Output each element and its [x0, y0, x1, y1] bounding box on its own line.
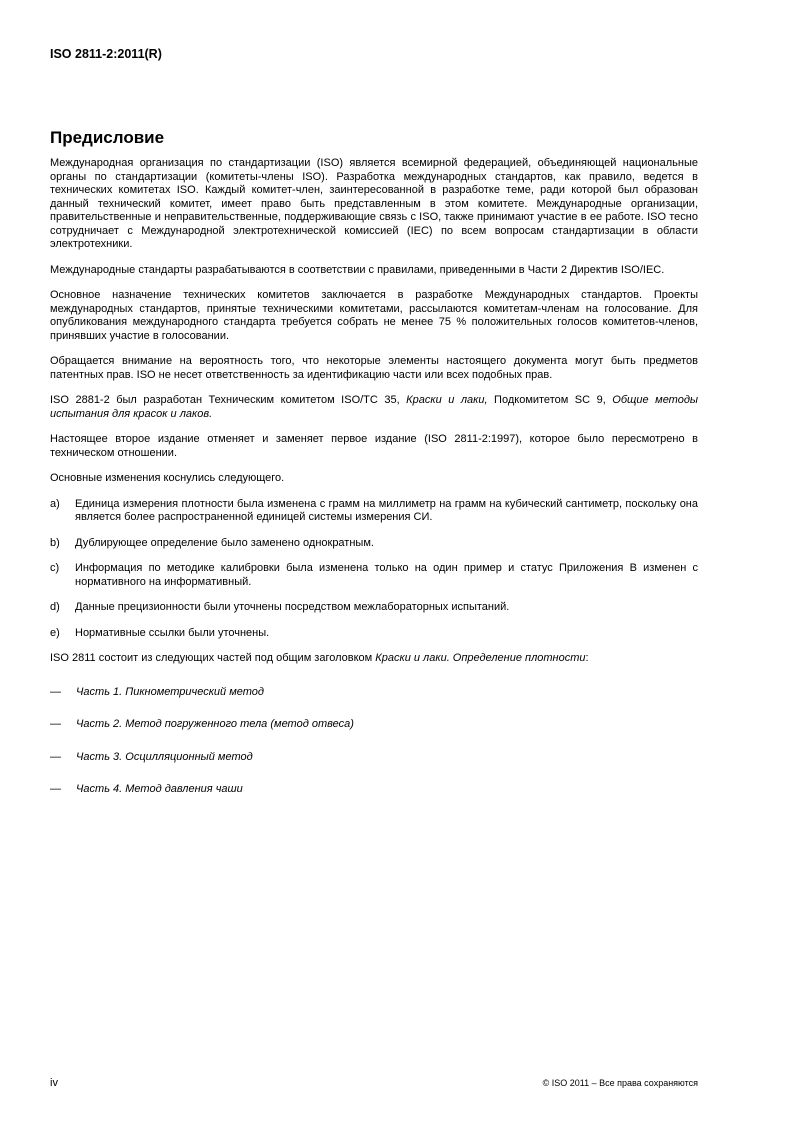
list-marker: c) — [50, 562, 60, 574]
paragraph-changes-intro: Основные изменения коснулись следующего. — [50, 472, 285, 484]
list-item-text: Часть 1. Пикнометрический метод — [76, 685, 264, 698]
list-item — [50, 601, 698, 615]
paragraph-iso-intro: Международная организация по стандартизации (ISO) является всемирной федерацией, объединяющей национальные органы по стандартизации (комитеты-члены ISO). Разработка международных стандартов, как правило, ведется в технических комитетах ISO. Каждый комитет-член, заинтересованной в разработке теме, ради которой был образован данный технический комитет, имеет право быть представленным в этом комитете. Международные организации, правительственные и неправительственные, поддерживающие связь с ISO, также принимают участие в ее работе. ISO тесно сотрудничает с Международной электротехнической комиссией (IEC) по всем вопросам стандартизации в области электротехники. — [50, 157, 698, 250]
changes-list — [50, 498, 698, 641]
parts-list — [50, 686, 698, 797]
paragraph-technical-committee — [50, 394, 698, 421]
paragraph-parts-intro — [50, 652, 698, 666]
tc-text-1: ISO 2881-2 был разработан Техническим комитетом ISO/TC 35, — [50, 394, 407, 406]
copyright-notice: © ISO 2011 – Все права сохраняются — [542, 1078, 698, 1088]
list-item — [50, 537, 698, 551]
list-marker: b) — [50, 536, 60, 549]
dash-marker: — — [50, 750, 61, 763]
page-number: iv — [50, 1077, 58, 1089]
list-item — [50, 562, 698, 589]
list-item — [50, 686, 698, 700]
list-item-text: Информация по методике калибровки была изменена только на один пример и статус Приложения В изменен с нормативного на информативный. — [75, 562, 698, 588]
page-title: Предисловие — [50, 128, 165, 147]
parts-italic-1: Краски и лаки. Определение плотности — [375, 652, 586, 664]
dash-marker: — — [50, 718, 61, 730]
list-marker: e) — [50, 626, 60, 639]
paragraph-directives: Международные стандарты разрабатываются в соответствии с правилами, приведенными в Части 2 Директив ISO/IEC. — [50, 263, 665, 276]
list-item-text: Данные прецизионности были уточнены посредством межлабораторных испытаний. — [75, 601, 510, 613]
tc-text-2: Подкомитетом SC 9, — [487, 394, 613, 406]
list-item — [50, 751, 698, 765]
list-item — [50, 783, 698, 797]
paragraph-edition: Настоящее второе издание отменяет и заменяет первое издание (ISO 2811-2:1997), которое было пересмотрено в техническом отношении. — [50, 433, 698, 459]
document-id-header: ISO 2811-2:2011(R) — [50, 47, 162, 61]
list-item-text: Часть 3. Осцилляционный метод — [76, 750, 253, 763]
list-item-text: Дублирующее определение было заменено однократным. — [75, 536, 374, 549]
foreword-body — [50, 157, 698, 816]
parts-text-1: ISO 2811 состоит из следующих частей под общим заголовком — [50, 652, 376, 664]
list-marker: a) — [50, 497, 60, 510]
paragraph-patents: Обращается внимание на вероятность того, что некоторые элементы настоящего документа могут быть предметов патентных прав. ISO не несет ответственность за идентификацию части или всех подобных прав. — [50, 355, 698, 381]
tc-italic-1: Краски и лаки, — [406, 394, 488, 406]
list-item — [50, 718, 698, 732]
list-item-text: Единица измерения плотности была изменена с грамм на миллиметр на грамм на кубический сантиметр, поскольку она является более распространенной единицей системы измерения СИ. — [75, 497, 698, 523]
list-item-text: Нормативные ссылки были уточнены. — [75, 626, 270, 639]
list-item-text: Часть 4. Метод давления чаши — [76, 783, 243, 795]
tc-italic-2: Общие методы испытания для красок и лаков. — [50, 394, 699, 420]
paragraph-committees: Основное назначение технических комитетов заключается в разработке Международных стандартов. Проекты международных стандартов, принятые техническими комитетами, рассылаются комитетам-членам на голосование. Для опубликования международного стандарта требуется собрать не менее 75 % положительных голосов комитетов-членов, принявших участие в голосовании. — [50, 289, 698, 342]
dash-marker: — — [50, 783, 61, 795]
list-item — [50, 627, 698, 641]
list-item — [50, 498, 698, 525]
list-marker: d) — [50, 601, 60, 613]
parts-text-2: : — [585, 652, 589, 664]
list-item-text: Часть 2. Метод погруженного тела (метод отвеса) — [76, 718, 354, 730]
dash-marker: — — [50, 685, 61, 698]
